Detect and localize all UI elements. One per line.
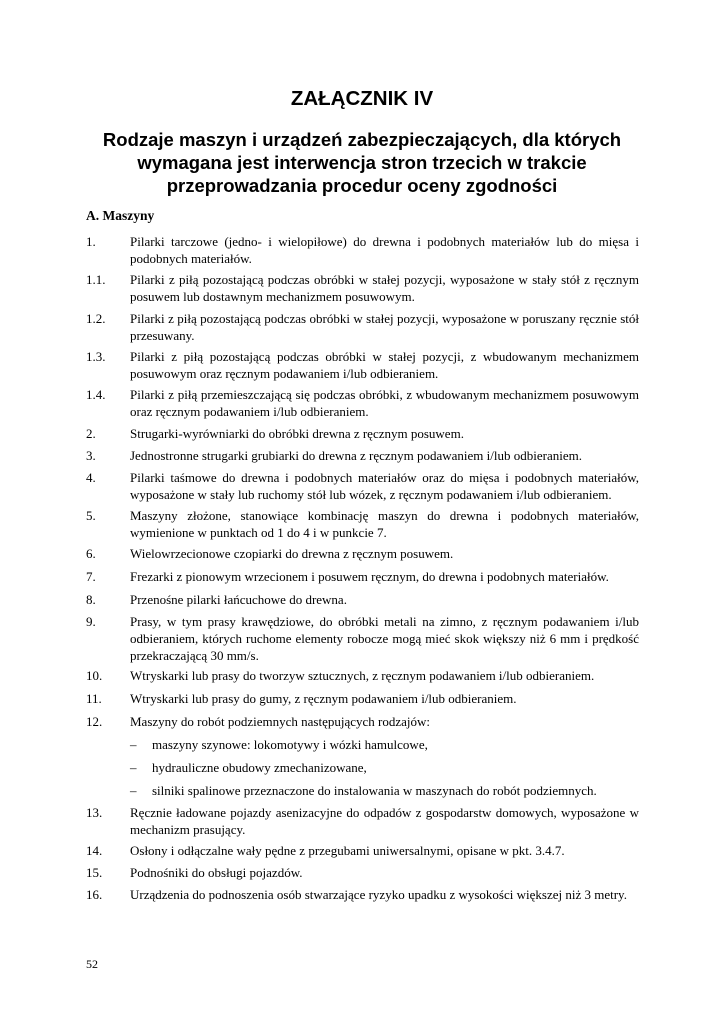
item-text: Przenośne pilarki łańcuchowe do drewna. [130,592,347,607]
item-number: 1.1. [86,272,106,287]
list-item [86,864,639,881]
item-text: Pilarki z piłą przemieszczającą się podczas obróbki, z wbudowanym mechanizmem posuwowym oraz ręcznym podawaniem i/lub odbieraniem. [130,387,639,419]
list-subitem [86,736,639,753]
item-number: 1.4. [86,387,106,402]
list-item [86,568,639,585]
item-number: 1.3. [86,349,106,364]
annex-title: ZAŁĄCZNIK IV [290,87,434,110]
list-subitem [86,782,639,799]
list-item [86,271,639,305]
list-item [86,386,639,420]
item-text: hydrauliczne obudowy zmechanizowane, [152,760,367,775]
item-text: Pilarki z piłą pozostającą podczas obróbki w stałej pozycji, z wbudowanym mechanizmem posuwowym oraz ręcznym podawaniem i/lub odbieraniem. [130,349,639,381]
page-number: 52 [86,957,98,971]
item-number: 4. [86,470,96,485]
annex-subtitle: Rodzaje maszyn i urządzeń zabezpieczających, dla których wymagana jest interwencja stron trzecich w trakcie przeprowadzania procedur oceny zgodności [102,129,622,196]
item-text: Osłony i odłączalne wały pędne z przegubami uniwersalnymi, opisane w pkt. 3.4.7. [130,843,565,858]
item-number: 3. [86,448,96,463]
item-text: Wtryskarki lub prasy do tworzyw sztucznych, z ręcznym podawaniem i/lub odbieraniem. [130,668,595,683]
item-text: Pilarki z piłą pozostającą podczas obróbki w stałej pozycji, wyposażone w stały stół z ręcznym posuwem lub dostawnym mechanizmem posuwowym. [130,272,639,304]
item-number: 9. [86,614,96,629]
item-text: maszyny szynowe: lokomotywy i wózki hamulcowe, [152,737,428,752]
item-text: silniki spalinowe przeznaczone do instalowania w maszynach do robót podziemnych. [152,783,597,798]
item-text: Wielowrzecionowe czopiarki do drewna z ręcznym posuwem. [130,546,454,561]
item-text: Ręcznie ładowane pojazdy asenizacyjne do odpadów z gospodarstw domowych, wyposażone w mechanizm prasujący. [130,805,639,837]
list-item [86,591,639,608]
item-text: Frezarki z pionowym wrzecionem i posuwem ręcznym, do drewna i podobnych materiałów. [130,569,609,584]
list-item [86,348,639,382]
list-item [86,545,639,562]
item-number: 8. [86,592,96,607]
list-item [86,233,639,267]
item-number: 13. [86,805,103,820]
item-text: Maszyny złożone, stanowiące kombinację maszyn do drewna i podobnych materiałów, wymienione w punktach od 1 do 4 i w punkcie 7. [130,508,639,540]
item-number: 5. [86,508,96,523]
list-item [86,713,639,730]
item-number: 1.2. [86,311,106,326]
dash-marker: – [130,760,137,775]
list-item [86,667,639,684]
dash-marker: – [130,737,137,752]
list-item [86,842,639,859]
list-item [86,886,639,903]
item-number: 6. [86,546,96,561]
item-text: Podnośniki do obsługi pojazdów. [130,865,303,880]
list-item [86,507,639,541]
item-text: Pilarki z piłą pozostającą podczas obróbki w stałej pozycji, wyposażone w poruszany ręcznie stół przesuwany. [130,311,639,343]
item-number: 2. [86,426,96,441]
item-number: 15. [86,865,103,880]
list-item [86,310,639,344]
item-text: Maszyny do robót podziemnych następujących rodzajów: [130,714,430,729]
item-number: 11. [86,691,102,706]
item-text: Prasy, w tym prasy krawędziowe, do obróbki metali na zimno, z ręcznym podawaniem i/lub odbieraniem, których ruchome elementy robocze mogą mieć skok większy niż 6 mm i prędkość przekraczającą 30 mm/s. [130,614,639,663]
item-text: Strugarki-wyrówniarki do obróbki drewna z ręcznym posuwem. [130,426,464,441]
section-heading: A. Maszyny [86,208,155,223]
list-item [86,425,639,442]
item-text: Urządzenia do podnoszenia osób stwarzające ryzyko upadku z wysokości większej niż 3 metry. [130,887,627,902]
list-item [86,469,639,503]
item-number: 14. [86,843,103,858]
item-text: Pilarki taśmowe do drewna i podobnych materiałów oraz do mięsa i podobnych materiałów, wyposażone w stały lub ruchomy stół lub wózek, z ręcznym podawaniem i/lub odbieraniem. [130,470,639,502]
list-item [86,613,639,664]
item-text: Pilarki tarczowe (jedno- i wielopiłowe) do drewna i podobnych materiałów lub do mięsa i podobnych materiałów. [130,234,639,266]
item-number: 12. [86,714,103,729]
item-text: Wtryskarki lub prasy do gumy, z ręcznym podawaniem i/lub odbieraniem. [130,691,517,706]
item-number: 1. [86,234,96,249]
item-number: 10. [86,668,103,683]
dash-marker: – [130,783,137,798]
list-item [86,804,639,838]
list-subitem [86,759,639,776]
item-text: Jednostronne strugarki grubiarki do drewna z ręcznym podawaniem i/lub odbieraniem. [130,448,582,463]
list-item [86,690,639,707]
item-number: 7. [86,569,96,584]
item-number: 16. [86,887,103,902]
list-item [86,447,639,464]
